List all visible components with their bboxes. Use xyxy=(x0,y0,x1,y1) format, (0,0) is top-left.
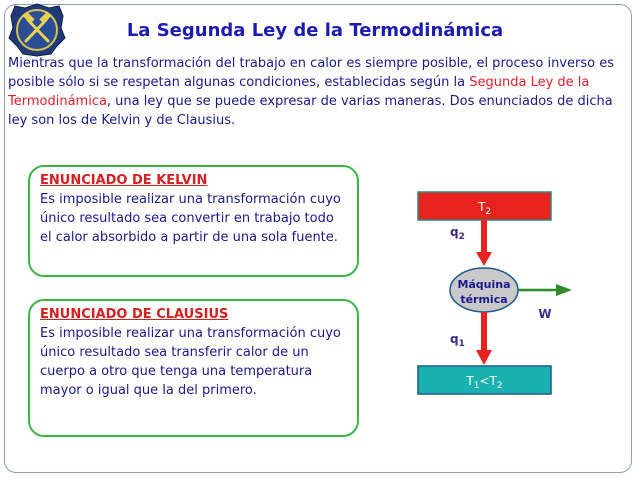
heat-in-arrowhead xyxy=(476,252,492,266)
q2-label: $q_2$ xyxy=(450,225,465,242)
crossed-hammers-emblem-icon xyxy=(7,2,67,58)
hot-reservoir-label: $T_2$ xyxy=(477,200,492,217)
clausius-body: Es imposible realizar una transformación cuyo único resultado sea transferir calor de un cuerpo a otro que tenga una temperatura mayor o igual que la del primero. xyxy=(40,326,341,398)
cold-reservoir-label: $T_1<T_2$ xyxy=(466,374,503,391)
q1-label: $q_1$ xyxy=(450,332,465,349)
kelvin-body: Es imposible realizar una transformación cuyo único resultado sea convertir en trabajo todo el calor absorbido a partir de una sola fuente. xyxy=(40,192,341,245)
intro-paragraph xyxy=(8,54,620,130)
kelvin-statement-box xyxy=(28,165,359,277)
intro-text-before: Mientras que la transformación del trabajo en calor es siempre posible, el proceso inverso es posible sólo si se respetan algunas condiciones, establecidas según la xyxy=(8,56,614,90)
kelvin-title: ENUNCIADO DE KELVIN xyxy=(40,173,208,188)
heat-out-arrowhead xyxy=(476,350,492,365)
clausius-title: ENUNCIADO DE CLAUSIUS xyxy=(40,307,229,322)
second-law-highlight: Segunda Ley de la Termodinámica xyxy=(8,75,590,109)
engine-label-line1: Máquina xyxy=(457,278,511,291)
heat-engine-diagram xyxy=(410,190,580,400)
work-arrowhead xyxy=(556,284,572,296)
page-title: La Segunda Ley de la Termodinámica xyxy=(126,20,504,41)
engine-label-line2: térmica xyxy=(460,293,508,306)
work-label: W xyxy=(538,307,552,321)
intro-text-after: , una ley que se puede expresar de varias maneras. Dos enunciados de dicha ley son los de Kelvin y de Clausius. xyxy=(8,94,613,128)
clausius-statement-box xyxy=(28,299,359,437)
